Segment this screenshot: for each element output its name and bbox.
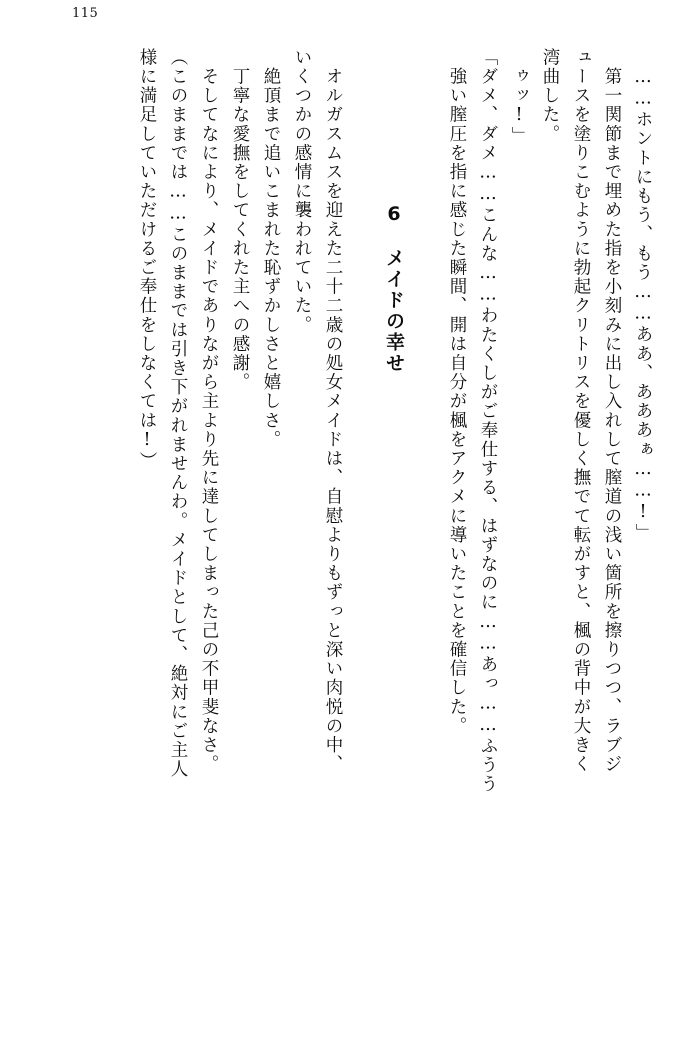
text-column: そしてなにより、メイドでありながら主より先に達してしまった己の不甲斐なさ。 bbox=[199, 48, 219, 774]
text-column: 絶頂まで追いこまれた恥ずかしさと嬉しさ。 bbox=[261, 48, 281, 450]
text-column: 「ダメ、ダメ……こんな……わたくしがご奉仕する、はずなのに……あっ……ふうう bbox=[478, 48, 498, 794]
text-column: 強い膣圧を指に感じた瞬間、開は自分が楓をアクメに導いたことを確信した。 bbox=[447, 48, 467, 736]
text-column: （このままでは……このままでは引き下がれませんわ。メイドとして、絶対にご主人 bbox=[168, 48, 188, 779]
text-column: ……ホントにもう、もう……ああ、あああぁ……!」 bbox=[633, 67, 653, 543]
text-column: ゥッ!」 bbox=[509, 67, 529, 146]
column-spacer bbox=[341, 48, 372, 978]
text-column: 第一関節まで埋めた指を小刻みに出し入れして膣道の浅い箇所を擦りつつ、ラブジ bbox=[602, 48, 622, 774]
column-spacer bbox=[403, 48, 434, 978]
page-number: 115 bbox=[72, 6, 99, 21]
text-column: 様に満足していただけるご奉仕をしなくては!） bbox=[137, 48, 157, 471]
text-column: ュースを塗りこむように勃起クリトリスを優しく撫でて転がすと、楓の背中が大きく bbox=[571, 48, 591, 774]
vertical-text-body bbox=[42, 48, 651, 978]
section-heading: 6 メイドの幸せ bbox=[383, 203, 405, 374]
text-column: オルガスムスを迎えた二十二歳の処女メイドは、自慰よりもずっと深い肉悦の中、 bbox=[323, 48, 343, 774]
text-column: 丁寧な愛撫をしてくれた主への感謝。 bbox=[230, 48, 250, 392]
text-column: 湾曲した。 bbox=[540, 48, 560, 144]
text-column: いくつかの感情に襲われていた。 bbox=[292, 48, 312, 335]
